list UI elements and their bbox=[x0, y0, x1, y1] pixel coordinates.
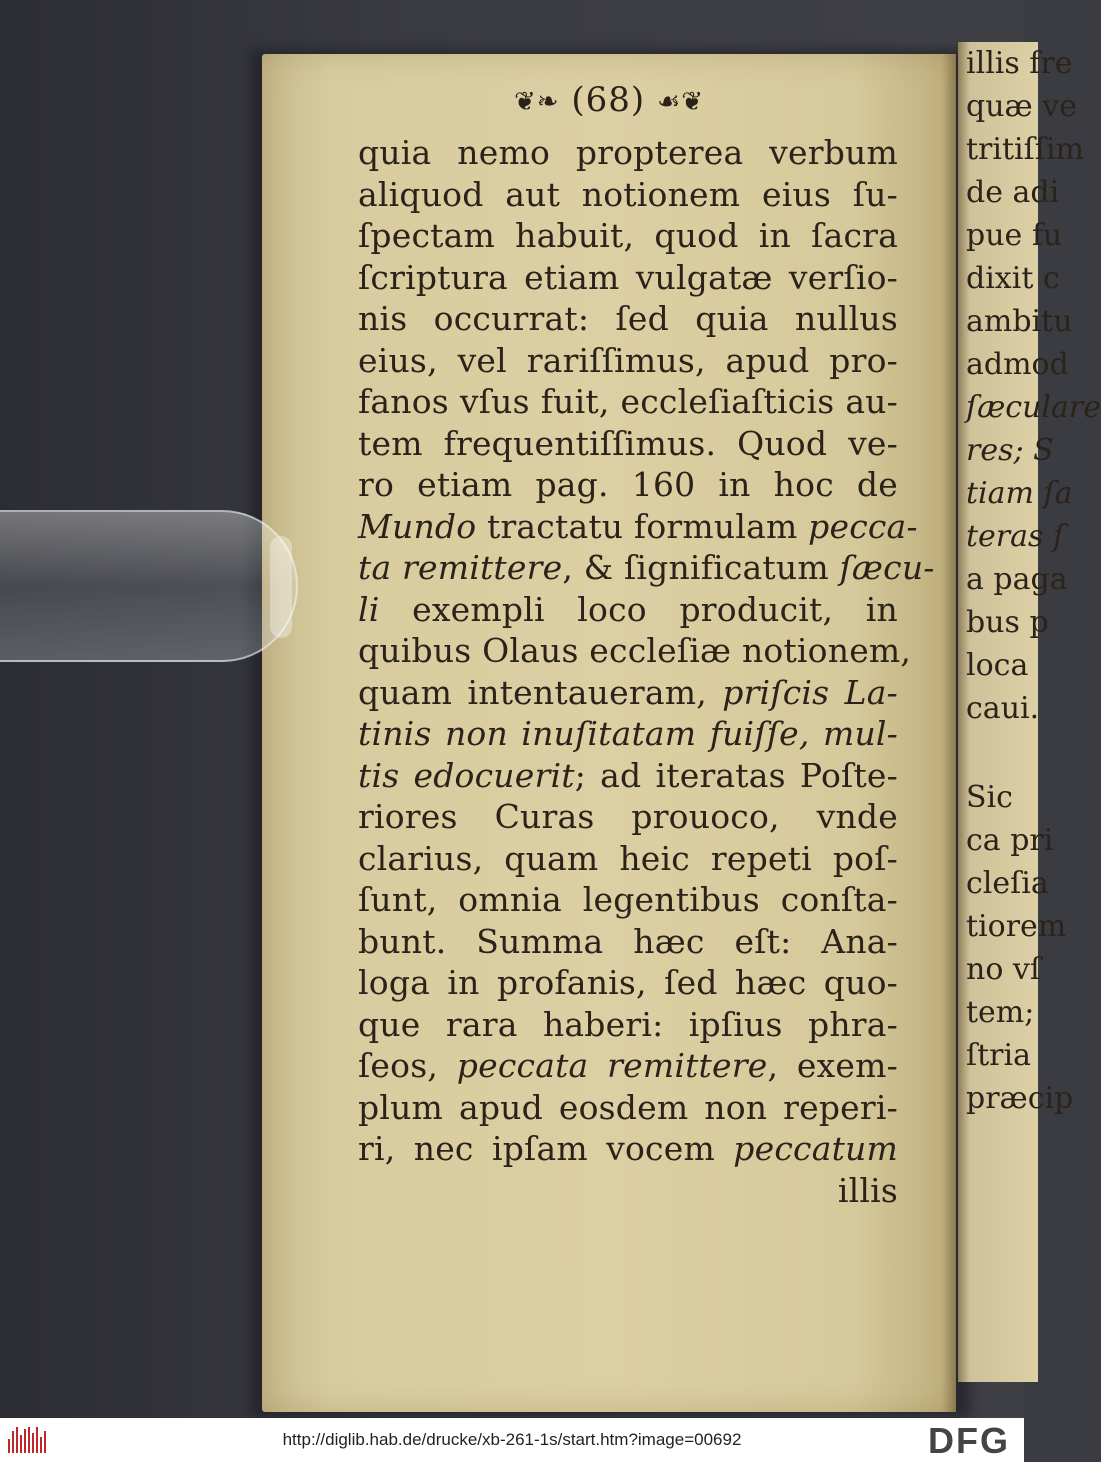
text-line bbox=[358, 547, 935, 589]
facing-page-line: bus p bbox=[966, 605, 1049, 640]
text-line bbox=[358, 630, 912, 672]
dfg-logo: DFG bbox=[928, 1420, 1010, 1461]
text-run: tem frequentiſſimus. Quod ve- bbox=[358, 423, 898, 463]
text-run: fanos vſus fuit, eccleſiaſticis au- bbox=[358, 382, 898, 421]
text-line bbox=[358, 672, 898, 714]
text-run: quibus Olaus eccleſiæ notionem, bbox=[358, 631, 912, 670]
facing-page-line: admod bbox=[966, 347, 1069, 382]
book-page bbox=[262, 54, 956, 1412]
ornament-right-icon: ☙❦ bbox=[656, 87, 705, 117]
facing-page-line: dixit c bbox=[966, 261, 1060, 296]
text-run: ri, nec ipſam vocem bbox=[358, 1129, 734, 1168]
text-line bbox=[358, 506, 918, 548]
text-run: quam intentaueram, bbox=[358, 672, 723, 712]
italic-text: ſæcu- bbox=[839, 548, 935, 587]
text-run: ſcriptura etiam vulgatæ verſio- bbox=[358, 257, 898, 297]
text-line bbox=[358, 1045, 898, 1087]
text-line bbox=[358, 589, 898, 631]
italic-text: ta remittere bbox=[358, 548, 563, 587]
text-line bbox=[358, 298, 898, 340]
facing-page-line: loca bbox=[966, 648, 1029, 683]
facing-page-line: ca pri bbox=[966, 823, 1054, 858]
ornament-left-icon: ❦❧ bbox=[513, 87, 560, 117]
text-line bbox=[358, 962, 898, 1004]
text-run: ſunt, omnia legentibus conſta- bbox=[358, 880, 898, 919]
text-run: plum apud eosdem non reperi- bbox=[358, 1087, 898, 1127]
text-run: , & ſignificatum bbox=[562, 548, 840, 587]
text-run: quia nemo propterea verbum bbox=[358, 133, 898, 172]
text-line bbox=[358, 340, 898, 382]
glass-page-holder bbox=[0, 510, 298, 662]
running-head bbox=[262, 80, 956, 120]
text-run: riores Curas prouoco, vnde bbox=[358, 797, 898, 836]
text-line bbox=[358, 423, 898, 465]
text-run: que rara haberi: ipſius phra- bbox=[358, 1004, 898, 1044]
page-number: (68) bbox=[571, 80, 646, 120]
text-run: illis bbox=[837, 1170, 898, 1210]
text-line bbox=[358, 132, 898, 174]
text-line bbox=[358, 215, 898, 257]
facing-page-line: tritiſſim bbox=[966, 132, 1084, 167]
italic-text: priſcis La- bbox=[722, 672, 898, 712]
text-block bbox=[358, 132, 935, 1211]
text-run: tractatu formulam bbox=[476, 506, 809, 546]
text-line bbox=[358, 1087, 898, 1129]
source-url[interactable]: http://diglib.hab.de/drucke/xb-261-1s/start.htm?image=00692 bbox=[282, 1430, 742, 1449]
facing-page-line: tiorem bbox=[966, 909, 1067, 944]
italic-text: tinis non inuſitatam fuiſſe, mul- bbox=[358, 714, 898, 753]
italic-text: Mundo bbox=[358, 506, 477, 546]
text-line bbox=[358, 1170, 898, 1212]
text-run: ro etiam pag. 160 in hoc de bbox=[358, 465, 898, 504]
text-line bbox=[358, 1128, 898, 1170]
facing-page-line: no vſ bbox=[966, 952, 1041, 987]
text-line bbox=[358, 796, 898, 838]
text-line bbox=[358, 755, 898, 797]
italic-text: peccata remittere bbox=[456, 1046, 768, 1085]
text-line bbox=[358, 879, 898, 921]
text-run: ſeos, bbox=[358, 1046, 457, 1085]
text-line bbox=[358, 381, 898, 423]
text-line bbox=[358, 838, 898, 880]
facing-page-line: pue fu bbox=[966, 218, 1063, 253]
facing-page-line: ambitu bbox=[966, 304, 1073, 339]
text-run: ; ad iteratas Poſte- bbox=[574, 755, 898, 795]
facing-page-line: caui. bbox=[966, 691, 1040, 726]
text-run: bunt. Summa hæc eſt: Ana- bbox=[358, 921, 898, 961]
italic-text: tis edocuerit bbox=[358, 755, 575, 795]
facing-page-line: de adi bbox=[966, 175, 1060, 210]
italic-text: li bbox=[358, 589, 380, 629]
facing-page-line: res; S bbox=[966, 433, 1054, 468]
facing-page-line: tem; bbox=[966, 995, 1035, 1030]
text-run: clarius, quam heic repeti poſ- bbox=[358, 838, 898, 878]
text-run: aliquod aut notionem eius ſu- bbox=[358, 174, 898, 214]
viewer-footer-bar bbox=[0, 1418, 1024, 1462]
text-run: nis occurrat: ſed quia nullus bbox=[358, 299, 898, 338]
text-line bbox=[358, 921, 898, 963]
text-run: eius, vel rariſſimus, apud pro- bbox=[358, 340, 898, 380]
text-line bbox=[358, 464, 898, 506]
facing-page-line: tiam ſa bbox=[966, 476, 1073, 511]
facing-page-line: cleſia bbox=[966, 866, 1049, 901]
text-line bbox=[358, 713, 898, 755]
facing-page-line: ſæculare bbox=[966, 390, 1101, 425]
paragraph-gap bbox=[958, 730, 1038, 776]
text-run: , exem- bbox=[767, 1046, 898, 1085]
facing-page-line: teras ſ bbox=[966, 519, 1065, 554]
facing-page-line: quæ ve bbox=[966, 89, 1077, 124]
text-run: exempli loco producit, in bbox=[379, 589, 898, 629]
text-run: loga in profanis, ſed hæc quo- bbox=[358, 963, 898, 1002]
facing-page-line: præcip bbox=[966, 1081, 1074, 1116]
facing-page-line: a paga bbox=[966, 562, 1068, 597]
text-line bbox=[358, 257, 898, 299]
text-run: ſpectam habuit, quod in ſacra bbox=[358, 216, 898, 255]
text-line bbox=[358, 1004, 898, 1046]
facing-page-line: illis fre bbox=[966, 46, 1073, 81]
next-page-edge bbox=[958, 42, 1101, 1382]
facing-page-line: Sic bbox=[966, 780, 1013, 815]
facing-page-line: ſtria bbox=[966, 1038, 1031, 1073]
text-line bbox=[358, 174, 898, 216]
italic-text: pecca- bbox=[808, 506, 918, 546]
italic-text: peccatum bbox=[733, 1129, 898, 1168]
